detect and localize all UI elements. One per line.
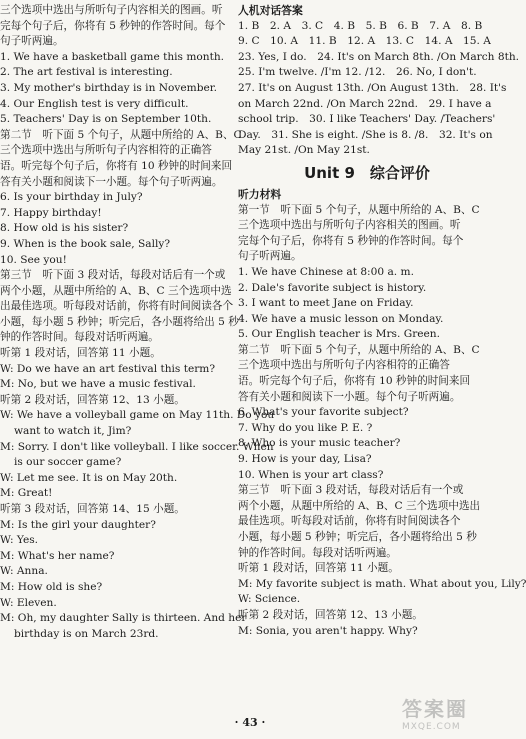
text-line: 6. What's your favorite subject?	[238, 406, 409, 419]
text-line: 答有关小题和阅读下一小题。每个句子听两遍。	[238, 390, 461, 403]
text-line: 10. When is your art class?	[238, 468, 384, 481]
text-line: M: Sonia, you aren't happy. Why?	[238, 624, 418, 637]
text-line: 5. Teachers' Day is on September 10th.	[0, 113, 212, 126]
text-line: 第二节 听下面 5 个句子，从题中所给的 A、B、C	[238, 343, 480, 356]
text-line: 语。听完每个句子后，你将有 10 秒钟的时间来回	[238, 375, 471, 388]
page-number: · 43 ·	[234, 716, 266, 729]
text-line: want to watch it, Jim?	[0, 425, 132, 438]
unit-title: Unit 9 综合评价	[304, 163, 430, 182]
text-line: 3. My mother's birthday is in November.	[0, 81, 218, 94]
text-line: 句子听两遍。	[0, 35, 64, 48]
text-line: 6. Is your birthday in July?	[0, 191, 143, 204]
text-line: 两个小题，从题中所给的 A、B、C 三个选项中选	[0, 284, 232, 297]
text-line: 10. See you!	[0, 253, 67, 266]
text-line: M: How old is she?	[0, 580, 103, 593]
text-line: 25. I'm twelve. /I'm 12. /12. 26. No, I don't.	[238, 66, 477, 79]
text-line: 1. We have Chinese at 8:00 a. m.	[238, 265, 414, 278]
answer-key	[238, 19, 520, 159]
text-line: 两个小题，从题中所给的 A、B、C 三个选项中选出	[238, 499, 481, 512]
text-line: school trip. 30. I like Teachers' Day. /Teachers'	[238, 113, 496, 126]
text-line: 听第 2 段对话，回答第 12、13 小题。	[238, 608, 423, 621]
text-line: 9. C 10. A 11. B 12. A 13. C 14. A 15. A	[238, 35, 491, 48]
watermark-text: 答案圈	[402, 697, 468, 721]
text-line: 语。听完每个句子后，你将有 10 秒钟的时间来回	[0, 159, 233, 172]
text-line: 23. Yes, I do. 24. It's on March 8th. /On March 8th.	[238, 50, 520, 63]
text-line: 5. Our English teacher is Mrs. Green.	[238, 328, 440, 341]
text-line: 三个选项中选出与所听句子内容相关的图画。听	[0, 4, 223, 16]
text-line: 27. It's on August 13th. /On August 13th. 28. It's	[238, 81, 507, 94]
text-line: W: Anna.	[0, 565, 48, 578]
text-line: 7. Happy birthday!	[0, 206, 102, 219]
text-line: W: Science.	[238, 593, 301, 606]
text-line: 第二节 听下面 5 个句子，从题中所给的 A、B、C	[0, 128, 242, 141]
text-line: 8. Who is your music teacher?	[238, 437, 401, 450]
right-column	[238, 3, 526, 639]
text-line: 听第 2 段对话，回答第 12、13 小题。	[0, 393, 185, 406]
text-line: 钟的作答时间。每段对话听两遍。	[0, 331, 159, 344]
unit-listening-text	[238, 203, 526, 640]
text-line: 最佳选项。听每段对话前，你将有时间阅读各个	[238, 515, 461, 528]
text-line: 9. When is the book sale, Sally?	[0, 237, 171, 250]
text-line: M: Oh, my daughter Sally is thirteen. And her	[0, 612, 247, 625]
text-line: 三个选项中选出与所听句子内容相关的图画。听	[238, 219, 461, 232]
text-line: M: What's her name?	[0, 549, 115, 562]
text-line: on March 22nd. /On March 22nd. 29. I have a	[238, 97, 492, 110]
watermark-logo	[402, 697, 494, 737]
text-line: Day. 31. She is eight. /She is 8. /8. 32. It's on	[238, 128, 493, 141]
text-line: 完每个句子后，你将有 5 秒钟的作答时间。每个	[0, 19, 226, 32]
text-line: 钟的作答时间。每段对话听两遍。	[238, 546, 397, 559]
text-line: M: Great!	[0, 487, 53, 500]
text-line: 8. How old is his sister?	[0, 222, 129, 235]
listening-material-heading: 听力材料	[238, 187, 282, 201]
text-line: May 21st. /On May 21st.	[238, 144, 370, 157]
text-line: 三个选项中选出与所听句子内容相符的正确答	[238, 359, 450, 372]
text-line: M: Is the girl your daughter?	[0, 518, 156, 531]
text-line: 9. How is your day, Lisa?	[238, 453, 372, 466]
text-line: 第三节 听下面 3 段对话，每段对话后有一个或	[0, 269, 226, 282]
text-line: W: Do we have an art festival this term?	[0, 362, 216, 375]
text-line: 第一节 听下面 5 个句子，从题中所给的 A、B、C	[238, 203, 480, 216]
text-line: 小题，每小题 5 秒钟；听完后，各小题将给出 5 秒	[238, 531, 477, 543]
text-line: 2. The art festival is interesting.	[0, 66, 173, 79]
text-line: 第三节 听下面 3 段对话，每段对话后有一个或	[238, 484, 464, 497]
text-line: 听第 1 段对话，回答第 11 小题。	[0, 347, 161, 360]
text-line: 3. I want to meet Jane on Friday.	[238, 297, 414, 310]
text-line: 2. Dale's favorite subject is history.	[238, 281, 427, 294]
answers-heading: 人机对话答案	[238, 4, 303, 17]
text-line: 三个选项中选出与所听句子内容相符的正确答	[0, 144, 212, 157]
text-line: 1. We have a basketball game this month.	[0, 50, 225, 63]
text-line: M: My favorite subject is math. What about you, Lily?	[238, 577, 526, 590]
text-line: W: We have a volleyball game on May 11th. Do you	[0, 409, 275, 422]
text-line: 1. B 2. A 3. C 4. B 5. B 6. B 7. A 8. B	[238, 19, 483, 32]
text-line: 答有关小题和阅读下一小题。每个句子听两遍。	[0, 175, 223, 188]
text-line: W: Eleven.	[0, 596, 57, 609]
text-line: birthday is on March 23rd.	[0, 627, 159, 640]
text-line: 4. Our English test is very difficult.	[0, 97, 189, 110]
text-line: M: Sorry. I don't like volleyball. I like soccer. When	[0, 440, 274, 453]
text-line: 4. We have a music lesson on Monday.	[238, 312, 444, 325]
text-line: 出最佳选项。听每段对话前，你将有时间阅读各个	[0, 300, 234, 313]
text-line: 听第 3 段对话，回答第 14、15 小题。	[0, 503, 185, 515]
text-line: 句子听两遍。	[238, 250, 302, 263]
text-line: 听第 1 段对话，回答第 11 小题。	[238, 562, 399, 575]
text-line: 7. Why do you like P. E. ?	[238, 421, 373, 434]
text-line: 完每个句子后，你将有 5 秒钟的作答时间。每个	[238, 234, 464, 247]
text-line: 小题，每小题 5 秒钟；听完后，各小题将给出 5 秒	[0, 315, 239, 328]
text-line: W: Let me see. It is on May 20th.	[0, 471, 178, 484]
text-line: is our soccer game?	[0, 456, 122, 469]
text-line: W: Yes.	[0, 534, 39, 547]
text-line: M: No, but we have a music festival.	[0, 378, 196, 391]
watermark-url: MXQE.COM	[402, 722, 461, 732]
